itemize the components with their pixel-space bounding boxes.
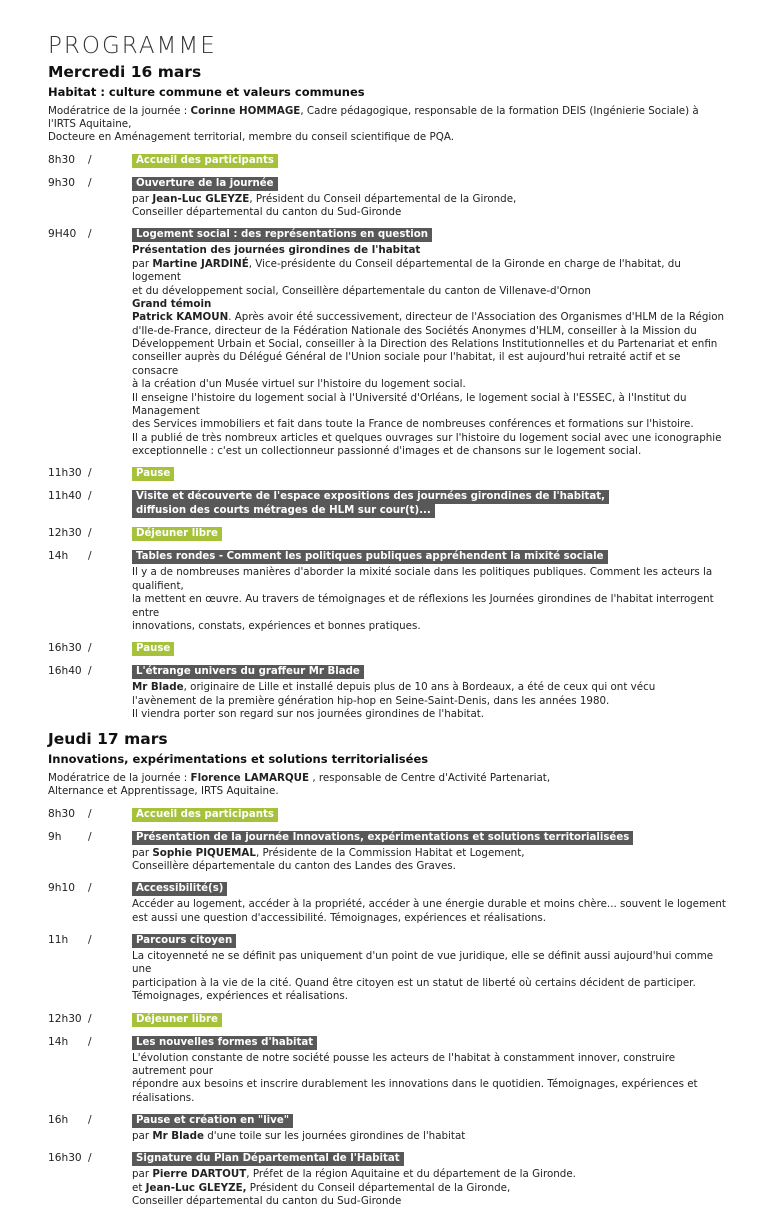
description-line: Accéder au logement, accéder à la propriété, accéder à une énergie durable et moins chère... souvent le logement bbox=[132, 898, 726, 911]
day-2-date: Jeudi 17 mars bbox=[48, 730, 168, 749]
witness-text: d'Ile-de-France, directeur de la Fédération Nationale des Sociétés Anonymes d'HLM, conseiller à la Mission du bbox=[132, 324, 697, 337]
by-text: par bbox=[132, 257, 153, 270]
witness-text: à la création d'un Musée virtuel sur l'histoire du logement social. bbox=[132, 378, 466, 391]
time: 16h30 bbox=[48, 1152, 82, 1165]
session-tag: Présentation de la journée Innovations, expérimentations et solutions territorialisées bbox=[132, 831, 633, 845]
session-tag: Pause bbox=[132, 642, 174, 656]
moderator-label: Modératrice de la journée : bbox=[48, 771, 188, 784]
separator: / bbox=[88, 1152, 92, 1165]
session-tag-line2: diffusion des courts métrages de HLM sur cour(t)... bbox=[132, 504, 435, 518]
separator: / bbox=[88, 642, 92, 655]
session-tag: Signature du Plan Départemental de l'Habitat bbox=[132, 1152, 404, 1166]
session-description bbox=[132, 847, 728, 874]
session-description bbox=[132, 1052, 728, 1106]
session-tag: Ouverture de la journée bbox=[132, 177, 278, 191]
time: 9H40 bbox=[48, 228, 77, 241]
description-line: participation à la vie de la cité. Quand être citoyen est un statut de liberté où certains décident de participer. bbox=[132, 976, 696, 989]
speaker-name: Martine JARDINÉ bbox=[152, 257, 249, 270]
session-tag: Visite et découverte de l'espace expositions des journées girondines de l'habitat, bbox=[132, 490, 609, 504]
page-title: PROGRAMME bbox=[48, 33, 217, 59]
session-description bbox=[132, 193, 728, 220]
speaker-role: , Présidente de la Commission Habitat et Logement, bbox=[255, 846, 525, 859]
session-description bbox=[132, 1130, 728, 1143]
separator: / bbox=[88, 807, 92, 820]
schedule-row bbox=[48, 1114, 728, 1143]
schedule-row bbox=[48, 154, 728, 168]
separator: / bbox=[88, 550, 92, 563]
time: 16h40 bbox=[48, 665, 82, 678]
session-tag: Pause bbox=[132, 467, 174, 481]
time: 12h30 bbox=[48, 1012, 82, 1025]
speaker-role-line2: Conseiller départemental du canton du Sud-Gironde bbox=[132, 1195, 402, 1208]
speaker-role: Président du Conseil départemental de la Gironde, bbox=[246, 1181, 511, 1194]
separator: / bbox=[88, 176, 92, 189]
description-line: La citoyenneté ne se définit pas uniquement d'un point de vue juridique, elle se définit aussi aujourd'hui comme une bbox=[132, 950, 714, 976]
schedule-row bbox=[48, 808, 728, 822]
schedule-row bbox=[48, 550, 728, 633]
session-tag: Déjeuner libre bbox=[132, 1013, 222, 1027]
schedule-row bbox=[48, 490, 728, 518]
session-description bbox=[132, 244, 728, 458]
session-tag: Parcours citoyen bbox=[132, 934, 236, 948]
time: 12h30 bbox=[48, 527, 82, 540]
separator: / bbox=[88, 882, 92, 895]
by-text: par bbox=[132, 192, 153, 205]
moderator-line1: , responsable de Centre d'Activité Partenariat, bbox=[309, 771, 551, 784]
time: 9h bbox=[48, 830, 62, 843]
session-tag: Déjeuner libre bbox=[132, 527, 222, 541]
moderator-name: Florence LAMARQUE bbox=[190, 771, 310, 784]
witness-text: . Après avoir été successivement, directeur de l'Association des Organismes d'HLM de la Région bbox=[228, 311, 725, 324]
speaker-name: Pierre DARTOUT bbox=[152, 1168, 247, 1181]
time: 8h30 bbox=[48, 807, 75, 820]
day-1-moderator bbox=[48, 105, 728, 145]
description-line: Il y a de nombreuses manières d'aborder la mixité sociale dans les politiques publiques. Comment les acteurs la qualifient, bbox=[132, 566, 713, 592]
schedule-row bbox=[48, 1013, 728, 1027]
schedule-row bbox=[48, 228, 728, 458]
session-description bbox=[132, 898, 728, 925]
speaker-role: , Président du Conseil départemental de la Gironde, bbox=[249, 192, 517, 205]
description-line: , originaire de Lille et installé depuis plus de 10 ans à Bordeaux, a été de ceux qui ont vécu bbox=[183, 681, 656, 694]
time: 9h30 bbox=[48, 176, 75, 189]
day-2-moderator bbox=[48, 772, 728, 799]
separator: / bbox=[88, 1012, 92, 1025]
separator: / bbox=[88, 665, 92, 678]
separator: / bbox=[88, 527, 92, 540]
day-1-section bbox=[48, 63, 728, 721]
description-line: l'avènement de la première génération hip-hop en Seine-Saint-Denis, dans les années 1980. bbox=[132, 694, 610, 707]
moderator-label: Modératrice de la journée : bbox=[48, 104, 188, 117]
separator: / bbox=[88, 228, 92, 241]
time: 8h30 bbox=[48, 153, 75, 166]
by-text: par bbox=[132, 846, 153, 859]
session-tag: Accueil des participants bbox=[132, 808, 278, 822]
separator: / bbox=[88, 153, 92, 166]
description-line: innovations, constats, expériences et bonnes pratiques. bbox=[132, 619, 421, 632]
separator: / bbox=[88, 1035, 92, 1048]
session-description bbox=[132, 950, 728, 1004]
witness-text: Il a publié de très nombreux articles et quelques ouvrages sur l'histoire du logement social avec une iconographie bbox=[132, 431, 722, 444]
description-line: Témoignages, expériences et réalisations. bbox=[132, 990, 348, 1003]
by-text: par bbox=[132, 1130, 153, 1143]
subheading: Présentation des journées girondines de l'habitat bbox=[132, 244, 421, 257]
schedule-row bbox=[48, 1152, 728, 1208]
separator: / bbox=[88, 1114, 92, 1127]
session-tag: Logement social : des représentations en question bbox=[132, 228, 432, 242]
day-1-date: Mercredi 16 mars bbox=[48, 63, 202, 82]
artist-name: Mr Blade bbox=[132, 681, 184, 694]
witness-text: Développement Urbain et Social, conseiller à la Direction des Relations Institutionnelles et du Partenariat et enfin bbox=[132, 338, 718, 351]
time: 16h bbox=[48, 1114, 69, 1127]
session-tag: Pause et création en "live" bbox=[132, 1114, 293, 1128]
session-tag: Les nouvelles formes d'habitat bbox=[132, 1036, 317, 1050]
speaker-role-line2: et du développement social, Conseillère départementale du canton de Villenave-d'Ornon bbox=[132, 284, 591, 297]
time: 11h40 bbox=[48, 490, 82, 503]
description-line: est aussi une question d'accessibilité. Témoignages, expériences et réalisations. bbox=[132, 911, 547, 924]
by-text: par bbox=[132, 1168, 153, 1181]
speaker-name: Jean-Luc GLEYZE, bbox=[145, 1181, 247, 1194]
session-description bbox=[132, 566, 728, 633]
session-tag: Accueil des participants bbox=[132, 154, 278, 168]
by-text: et bbox=[132, 1181, 146, 1194]
time: 9h10 bbox=[48, 882, 75, 895]
separator: / bbox=[88, 830, 92, 843]
time: 16h30 bbox=[48, 642, 82, 655]
time: 11h bbox=[48, 934, 69, 947]
session-description bbox=[132, 1168, 728, 1208]
schedule-row bbox=[48, 1036, 728, 1106]
schedule-row bbox=[48, 177, 728, 220]
witness-name: Patrick KAMOUN bbox=[132, 311, 229, 324]
day-1-theme: Habitat : culture commune et valeurs communes bbox=[48, 84, 365, 99]
witness-text: des Services immobiliers et fait dans toute la France de nombreuses conférences et formations sur l'histoire. bbox=[132, 418, 694, 431]
witness-text: exceptionnelle : c'est un collectionneur passionné d'images et de chansons sur le logement social. bbox=[132, 445, 642, 458]
description-line: d'une toile sur les journées girondines de l'habitat bbox=[203, 1130, 466, 1143]
session-tag: Accessibilité(s) bbox=[132, 882, 227, 896]
time: 14h bbox=[48, 1035, 69, 1048]
session-tag: L'étrange univers du graffeur Mr Blade bbox=[132, 665, 364, 679]
day-2-section bbox=[48, 730, 728, 1208]
description-line: répondre aux besoins et inscrire durablement les innovations dans le quotidien. Témoignages, expériences et réalisations. bbox=[132, 1078, 698, 1104]
schedule-row bbox=[48, 527, 728, 541]
witness-text: Il enseigne l'histoire du logement social à l'Université d'Orléans, le logement social à l'ESSEC, à l'Institut du Management bbox=[132, 391, 687, 417]
day-2-theme: Innovations, expérimentations et solutions territorialisées bbox=[48, 751, 429, 766]
speaker-role: , Vice-présidente du Conseil départemental de la Gironde en charge de l'habitat, du logement bbox=[132, 257, 681, 284]
session-tag: Tables rondes - Comment les politiques publiques appréhendent la mixité sociale bbox=[132, 550, 608, 564]
schedule-row bbox=[48, 467, 728, 481]
time: 14h bbox=[48, 550, 69, 563]
description-line: la mettent en œuvre. Au travers de témoignages et de réflexions les Journées girondines de l'habitat interrogent entre bbox=[132, 593, 714, 619]
speaker-name: Jean-Luc GLEYZE bbox=[152, 192, 250, 205]
time: 11h30 bbox=[48, 467, 82, 480]
schedule-row bbox=[48, 642, 728, 656]
speaker-role-line2: Conseiller départemental du canton du Sud-Gironde bbox=[132, 206, 402, 219]
speaker-name: Sophie PIQUEMAL bbox=[152, 846, 256, 859]
separator: / bbox=[88, 490, 92, 503]
moderator-line2: Alternance et Apprentissage, IRTS Aquitaine. bbox=[48, 785, 279, 798]
speaker-role: , Préfet de la région Aquitaine et du département de la Gironde. bbox=[246, 1168, 576, 1181]
separator: / bbox=[88, 467, 92, 480]
description-line: L'évolution constante de notre société pousse les acteurs de l'habitat à constamment innover, construire autrement pour bbox=[132, 1051, 676, 1077]
schedule-row bbox=[48, 882, 728, 925]
moderator-line1: , Cadre pédagogique, responsable de la formation DEIS (Ingénierie Sociale) à l'IRTS Aquitaine, bbox=[48, 104, 699, 130]
moderator-line2: Docteure en Aménagement territorial, membre du conseil scientifique de PQA. bbox=[48, 131, 454, 144]
schedule-row bbox=[48, 665, 728, 721]
speaker-role-line2: Conseillère départementale du canton des Landes des Graves. bbox=[132, 859, 456, 872]
session-description bbox=[132, 681, 728, 721]
witness-text: conseiller auprès du Délégué Général de l'Union sociale pour l'habitat, il est aujourd'hui retraité actif et se consacre bbox=[132, 351, 681, 377]
artist-name: Mr Blade bbox=[152, 1130, 204, 1143]
description-line: Il viendra porter son regard sur nos journées girondines de l'habitat. bbox=[132, 708, 485, 721]
separator: / bbox=[88, 934, 92, 947]
subheading: Grand témoin bbox=[132, 297, 212, 310]
schedule-row bbox=[48, 831, 728, 874]
schedule-row bbox=[48, 934, 728, 1004]
moderator-name: Corinne HOMMAGE bbox=[190, 104, 301, 117]
